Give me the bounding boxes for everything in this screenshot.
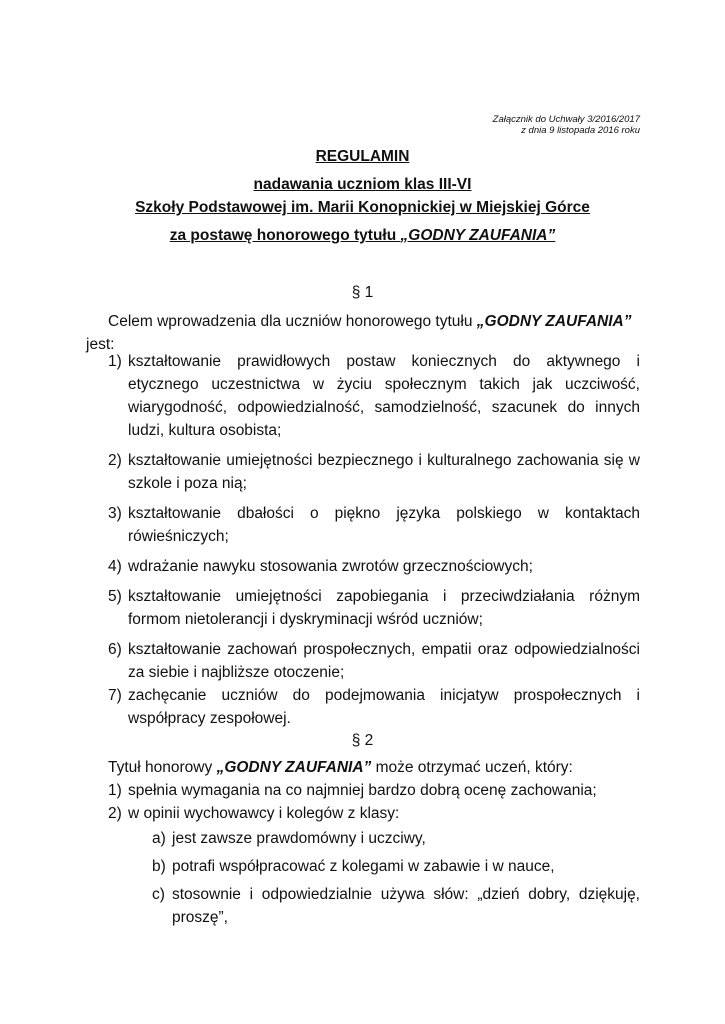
section-1-heading: § 1: [351, 284, 374, 301]
list-item-text: kształtowanie dbałości o piękno języka polskiego w kontaktach rówieśniczych;: [128, 505, 640, 545]
list-item-text: kształtowanie umiejętności bezpiecznego i kulturalnego zachowania się w szkole i poza nią;: [128, 452, 640, 492]
list-item-text: kształtowanie prawidłowych postaw koniecznych do aktywnego i etycznego uczestnictwa w życiu społecznym takich jak uczciwość, wiarygodność, odpowiedzialność, samodzielność, szacunek do innych ludzi, kultura osobista;: [128, 353, 640, 439]
sublist-item: [152, 855, 640, 878]
list-item-number: 5): [108, 588, 122, 605]
list-item-text: w opinii wychowawcy i kolegów z klasy:: [128, 805, 400, 822]
title-line-3: [0, 224, 725, 247]
section-2-list: [108, 779, 640, 825]
title-line-2: Szkoły Podstawowej im. Marii Konopnickiej w Miejskiej Górce: [135, 199, 590, 216]
list-item-number: 1): [108, 782, 122, 799]
sublist-item-text: stosownie i odpowiedzialnie używa słów: „dzień dobry, dziękuję, proszę”,: [172, 886, 640, 926]
list-item-text: kształtowanie zachowań prospołecznych, empatii oraz odpowiedzialności za siebie i najbliższe otoczenie;: [128, 641, 640, 681]
title-line-3-emphasis: „GODNY ZAUFANIA”: [400, 227, 556, 244]
section-2-sublist: [152, 827, 640, 929]
sublist-item-letter: c): [152, 886, 165, 903]
attachment-line-1: Załącznik do Uchwały 3/2016/2017: [492, 114, 640, 125]
list-item-text: wdrażanie nawyku stosowania zwrotów grzecznościowych;: [128, 558, 533, 575]
document-title: REGULAMIN: [315, 148, 410, 165]
section-1-list: [108, 350, 640, 730]
title-line-3-prefix: za postawę honorowego tytułu: [169, 227, 401, 244]
section-1-intro-emphasis: „GODNY ZAUFANIA”: [476, 313, 632, 330]
list-item-text: zachęcanie uczniów do podejmowania inicjatyw prospołecznych i współpracy zespołowej.: [128, 687, 640, 727]
list-item-number: 6): [108, 641, 122, 658]
section-2-heading: § 2: [351, 732, 374, 749]
list-item-number: 1): [108, 353, 122, 370]
list-item: [108, 449, 640, 495]
list-item: [108, 638, 640, 684]
attachment-note: [493, 114, 640, 136]
title-line-1: nadawania uczniom klas III-VI: [253, 176, 472, 193]
list-item: [108, 585, 640, 631]
list-item-number: 4): [108, 558, 122, 575]
section-2-intro-prefix: Tytuł honorowy: [108, 759, 217, 776]
section-2-intro-suffix: może otrzymać uczeń, który:: [371, 759, 573, 776]
section-2-intro-emphasis: „GODNY ZAUFANIA”: [216, 759, 372, 776]
section-1-intro-suffix: jest:: [86, 336, 115, 353]
sublist-item-letter: b): [152, 858, 166, 875]
sublist-item-text: jest zawsze prawdomówny i uczciwy,: [172, 830, 426, 847]
list-item: [108, 779, 640, 802]
sublist-item-letter: a): [152, 830, 166, 847]
sublist-item: [152, 883, 640, 929]
section-2-intro: [86, 756, 639, 779]
list-item: [108, 350, 640, 442]
list-item-text: spełnia wymagania na co najmniej bardzo dobrą ocenę zachowania;: [128, 782, 597, 799]
list-item: [108, 802, 640, 825]
sublist-item-text: potrafi współpracować z kolegami w zabawie i w nauce,: [172, 858, 555, 875]
section-2-intro-line: [86, 756, 639, 779]
list-item-number: 2): [108, 452, 122, 469]
section-1-intro-prefix: Celem wprowadzenia dla uczniów honorowego tytułu: [108, 313, 477, 330]
list-item-number: 3): [108, 505, 122, 522]
list-item-number: 7): [108, 687, 122, 704]
list-item-number: 2): [108, 805, 122, 822]
list-item: [108, 502, 640, 548]
section-1-intro-line: [86, 310, 639, 333]
sublist-item: [152, 827, 640, 850]
list-item: [108, 684, 640, 730]
list-item: [108, 555, 640, 578]
list-item-text: kształtowanie umiejętności zapobiegania i przeciwdziałania różnym formom nietolerancji i dyskryminacji wśród uczniów;: [128, 588, 640, 628]
attachment-line-2: z dnia 9 listopada 2016 roku: [521, 125, 640, 136]
